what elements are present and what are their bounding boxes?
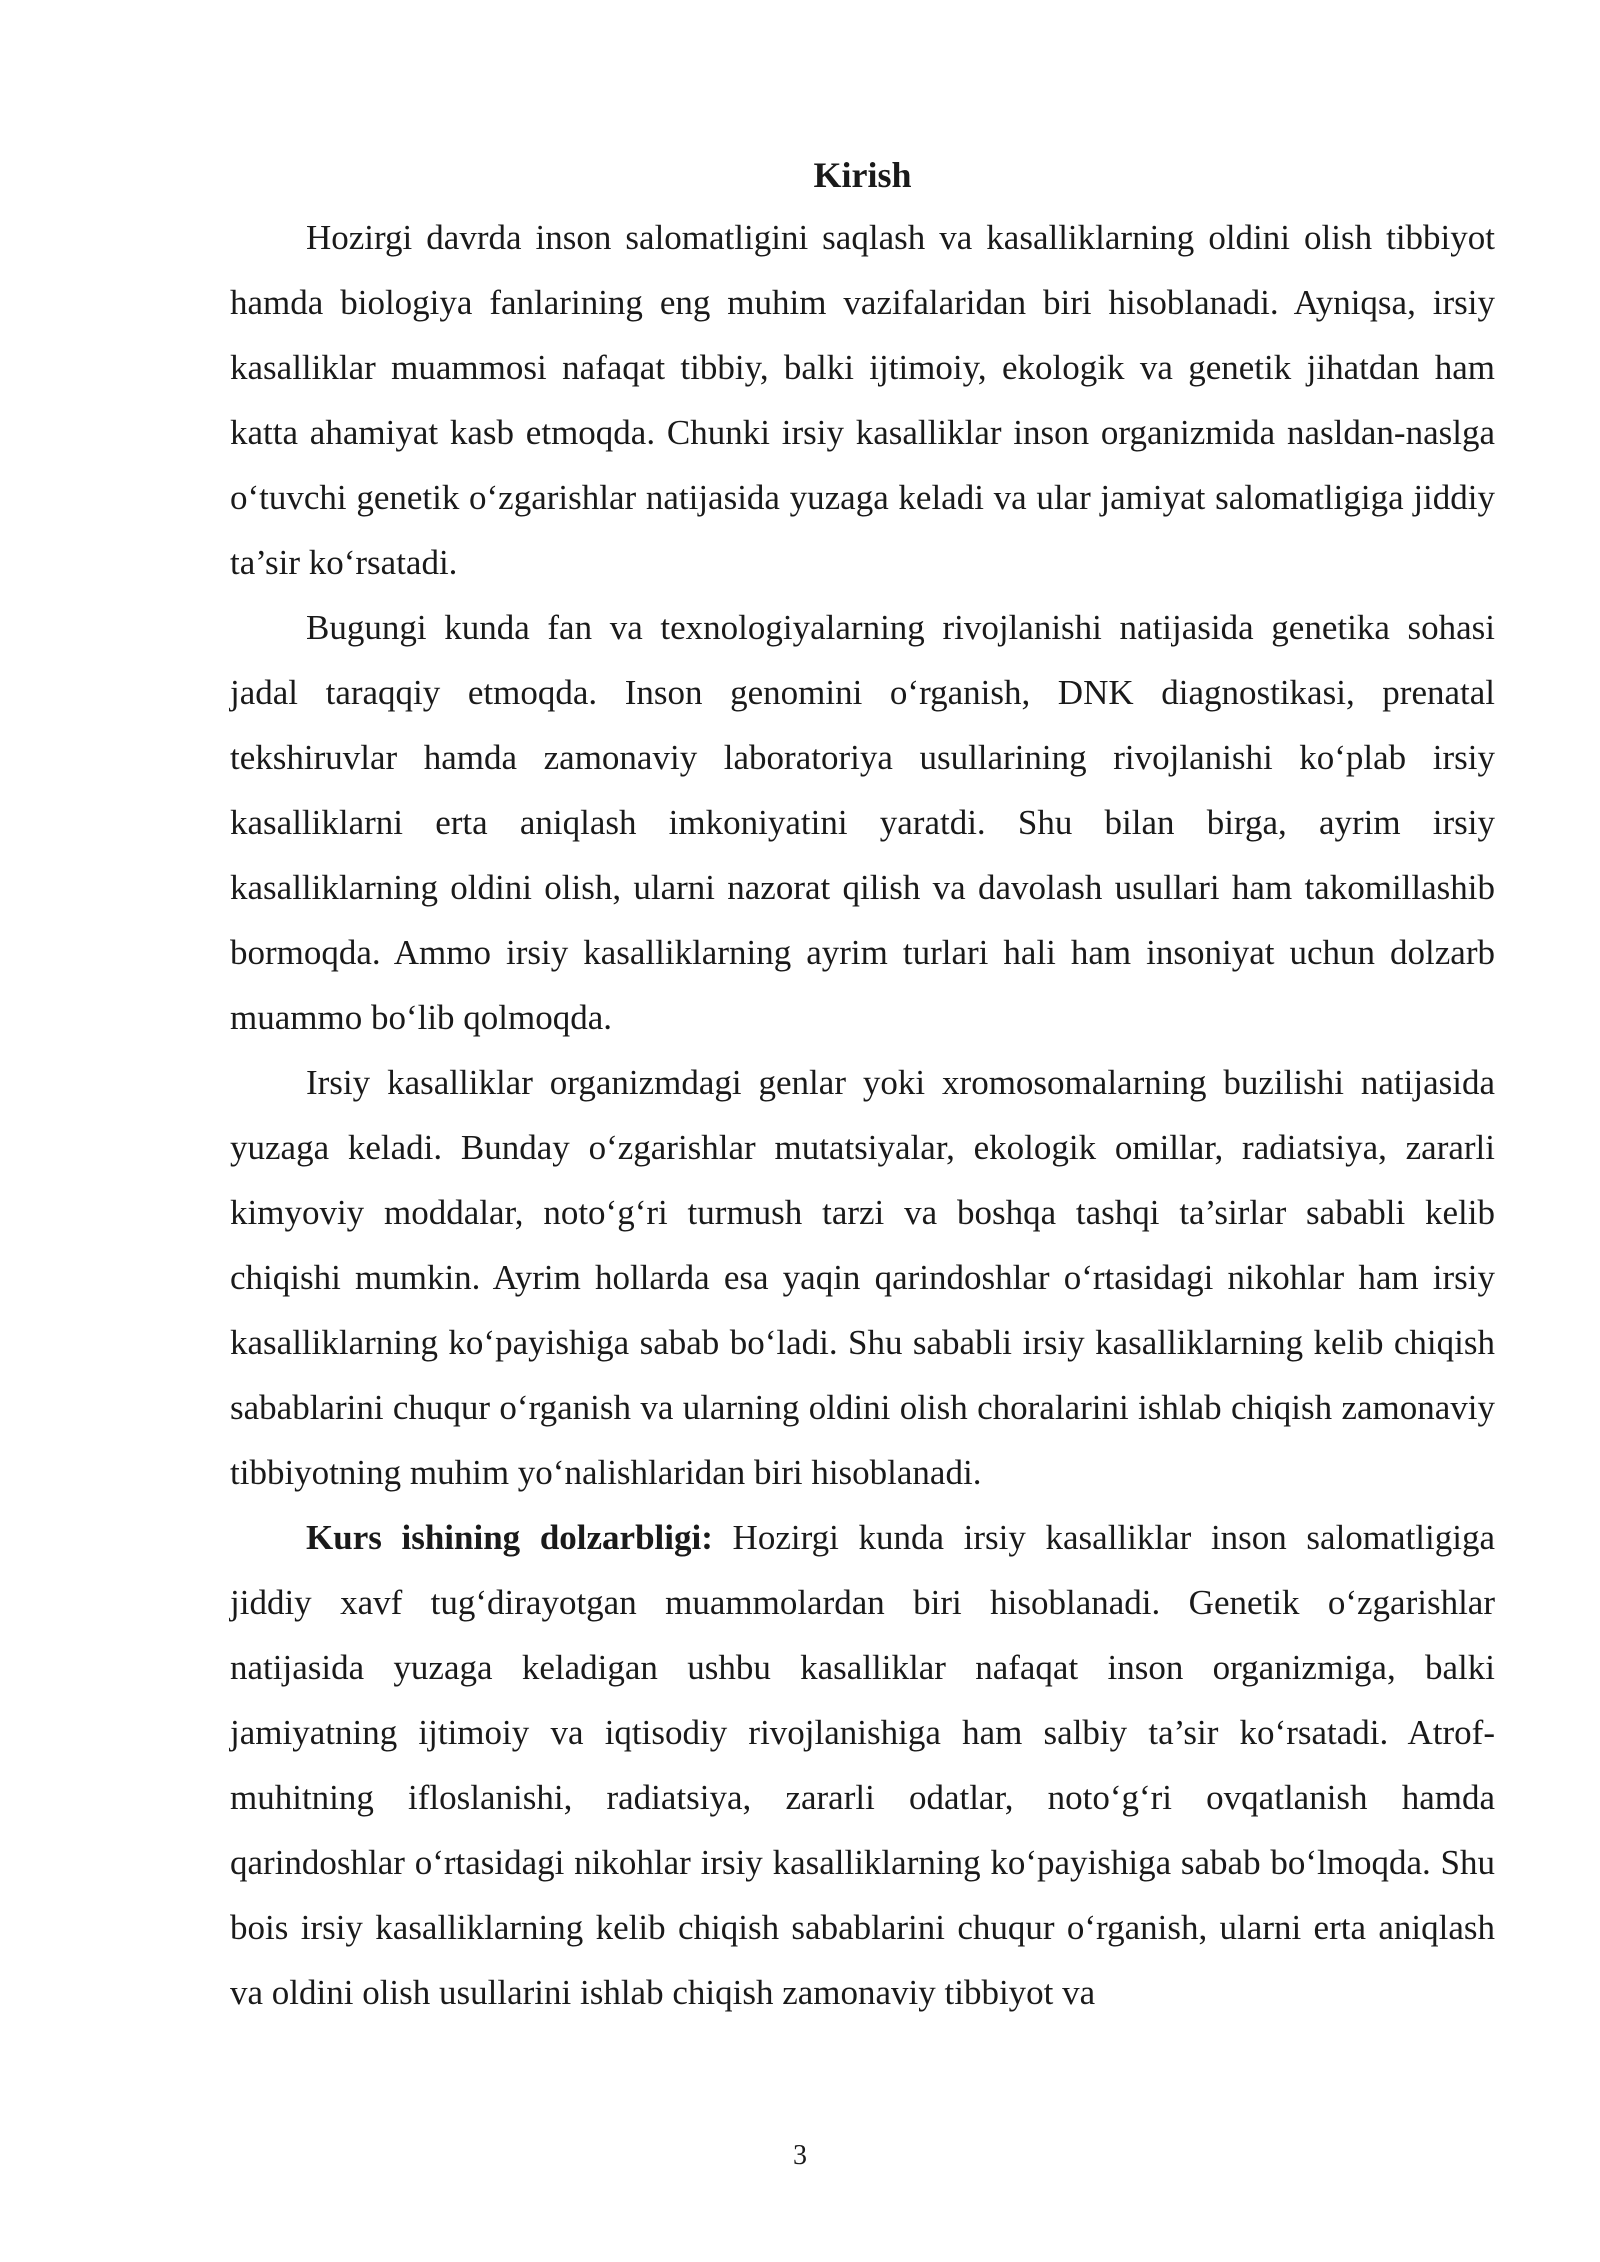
- page-number: 3: [793, 2140, 807, 2171]
- paragraph-1: Hozirgi davrda inson salomatligini saqlash va kasalliklarning oldini olish tibbiyot hamda biologiya fanlarining eng muhim vazifalaridan biri hisoblanadi. Ayniqsa, irsiy kasalliklar muammosi nafaqat tibbiy, balki ijtimoiy, ekologik va genetik jihatdan ham katta ahamiyat kasb etmoqda. Chunki irsiy kasalliklar inson organizmida nasldan-naslga o‘tuvchi genetik o‘zgarishlar natijasida yuzaga keladi va ular jamiyat salomatligiga jiddiy ta’sir ko‘rsatadi.: [230, 218, 1495, 582]
- paragraph-2: Bugungi kunda fan va texnologiyalarning rivojlanishi natijasida genetika sohasi jadal taraqqiy etmoqda. Inson genomini o‘rganish, DNK diagnostikasi, prenatal tekshiruvlar hamda zamonaviy laboratoriya usullarining rivojlanishi ko‘plab irsiy kasalliklarni erta aniqlash imkoniyatini yaratdi. Shu bilan birga, ayrim irsiy kasalliklarning oldini olish, ularni nazorat qilish va davolash usullari ham takomillashib bormoqda. Ammo irsiy kasalliklarning ayrim turlari hali ham insoniyat uchun dolzarb muammo bo‘lib qolmoqda.: [230, 608, 1495, 1037]
- paragraph-4-lead: Kurs ishining dolzarbligi:: [306, 1518, 713, 1557]
- document-body: [230, 145, 1495, 2025]
- section-title: Kirish: [813, 155, 912, 195]
- paragraph-3: Irsiy kasalliklar organizmdagi genlar yoki xromosomalarning buzilishi natijasida yuzaga keladi. Bunday o‘zgarishlar mutatsiyalar, ekologik omillar, radiatsiya, zararli kimyoviy moddalar, noto‘g‘ri turmush tarzi va boshqa tashqi ta’sirlar sababli kelib chiqishi mumkin. Ayrim hollarda esa yaqin qarindoshlar o‘rtasidagi nikohlar ham irsiy kasalliklarning ko‘payishiga sabab bo‘ladi. Shu sababli irsiy kasalliklarning kelib chiqish sabablarini chuqur o‘rganish va ularning oldini olish choralarini ishlab chiqish zamonaviy tibbiyotning muhim yo‘nalishlaridan biri hisoblanadi.: [230, 1063, 1495, 1492]
- paragraph-4-text: Hozirgi kunda irsiy kasalliklar inson salomatligiga jiddiy xavf tug‘dirayotgan muammolardan biri hisoblanadi. Genetik o‘zgarishlar natijasida yuzaga keladigan ushbu kasalliklar nafaqat inson organizmiga, balki jamiyatning ijtimoiy va iqtisodiy rivojlanishiga ham salbiy ta’sir ko‘rsatadi. Atrof-muhitning ifloslanishi, radiatsiya, zararli odatlar, noto‘g‘ri ovqatlanish hamda qarindoshlar o‘rtasidagi nikohlar irsiy kasalliklarning ko‘payishiga sabab bo‘lmoqda. Shu bois irsiy kasalliklarning kelib chiqish sabablarini chuqur o‘rganish, ularni erta aniqlash va oldini olish usullarini ishlab chiqish zamonaviy tibbiyot va: [230, 1518, 1496, 2012]
- paragraph-4: [230, 1505, 1495, 2025]
